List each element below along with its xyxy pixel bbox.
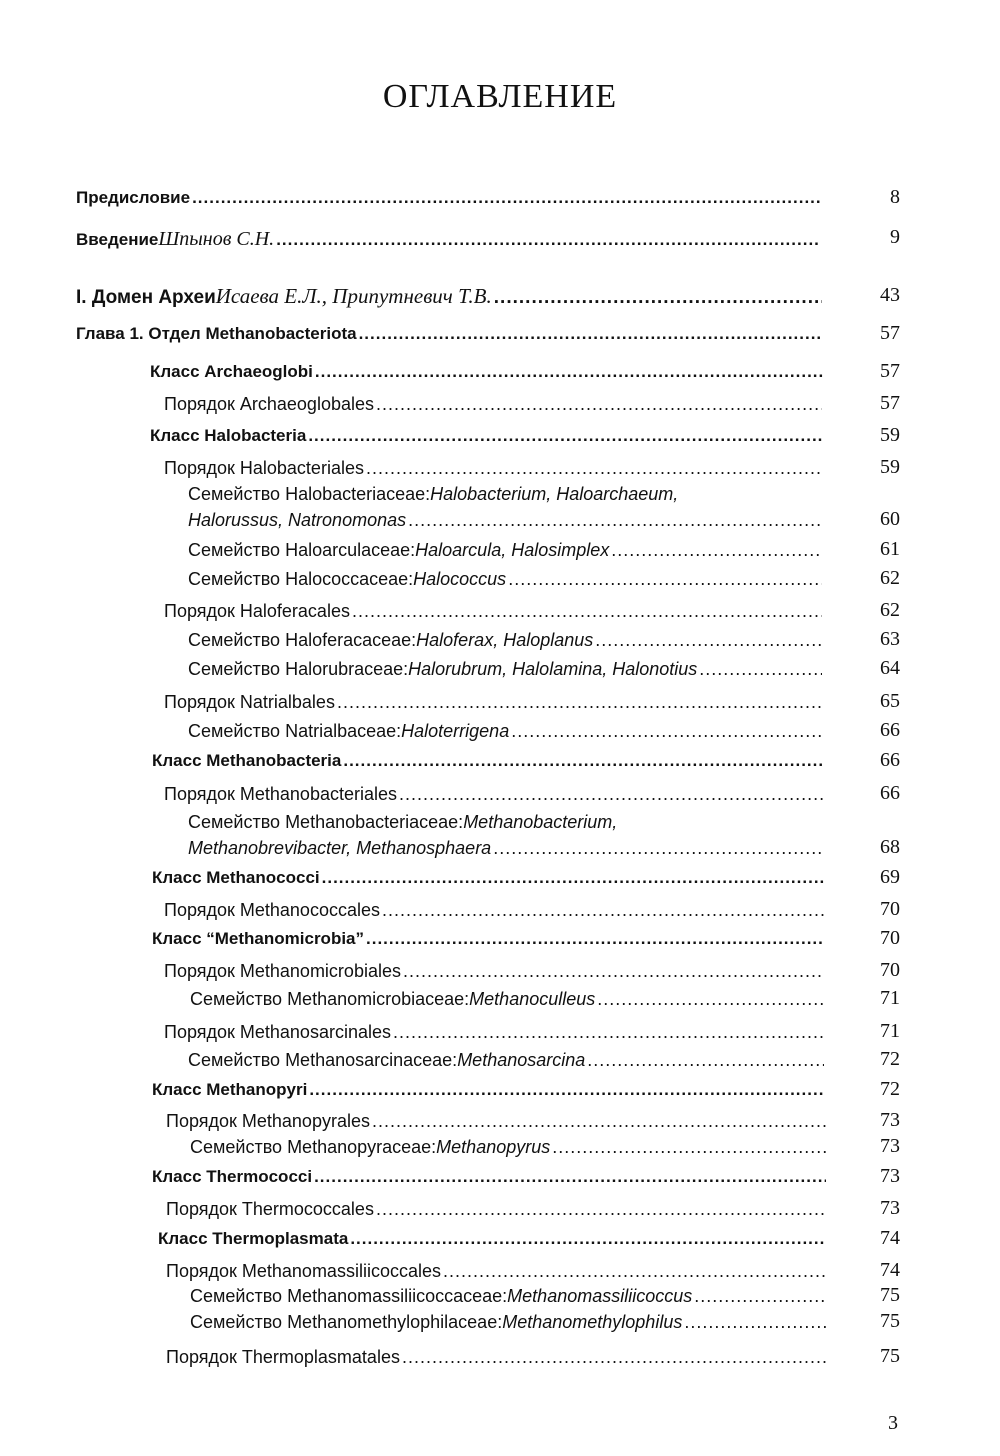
toc-entry-class[interactable]: Класс Methanococci ..... — [152, 868, 824, 892]
page-number: 61 — [880, 538, 900, 560]
toc-entry-class[interactable]: Класс “Methanomicrobia” ..... — [152, 929, 824, 953]
toc-entry-domain-archaea[interactable]: I. Домен Археи Исаева Е.Л., Припутневич Т.В. ..... — [76, 284, 822, 308]
page-number: 62 — [880, 599, 900, 621]
toc-entry-order[interactable]: Порядок Methanopyrales ..... — [166, 1111, 826, 1135]
toc-entry-class[interactable]: Класс Thermoplasmata ..... — [158, 1229, 826, 1253]
toc-entry-order[interactable]: Порядок Methanosarcinales ..... — [164, 1022, 824, 1046]
toc-entry-order[interactable]: Порядок Methanobacteriales ..... — [164, 784, 824, 808]
toc-entry-order[interactable]: Порядок Thermoplasmatales ..... — [166, 1347, 826, 1371]
page-number: 9 — [890, 226, 900, 248]
toc-entry-family[interactable]: Семейство Methanosarcinaceae: Methanosarcina ..... — [188, 1050, 824, 1074]
page-number: 71 — [880, 1020, 900, 1042]
page-number: 71 — [880, 987, 900, 1009]
toc-entry-class[interactable]: Класс Methanobacteria ..... — [152, 751, 822, 775]
toc-entry-order[interactable]: Порядок Natrialbales ..... — [164, 692, 822, 716]
toc-entry-order[interactable]: Порядок Halobacteriales ..... — [164, 458, 822, 482]
page-number: 62 — [880, 567, 900, 589]
page-folio: 3 — [888, 1412, 898, 1434]
toc-entry-family[interactable]: Семейство Methanomicrobiaceae: Methanoculleus ..... — [190, 989, 824, 1013]
page-number: 64 — [880, 657, 900, 679]
page-number: 8 — [890, 186, 900, 208]
page-number: 57 — [880, 392, 900, 414]
page-number: 66 — [880, 782, 900, 804]
toc-entry-order[interactable]: Порядок Methanomassiliicoccales ..... — [166, 1261, 826, 1285]
page-number: 57 — [880, 322, 900, 344]
page-number: 70 — [880, 959, 900, 981]
page-number: 65 — [880, 690, 900, 712]
page-number: 72 — [880, 1078, 900, 1100]
toc-entry-family-continued[interactable]: Halorussus, Natronomonas ..... — [188, 510, 822, 534]
page-number: 69 — [880, 866, 900, 888]
page-title: ОГЛАВЛЕНИЕ — [382, 78, 618, 115]
toc-entry-order[interactable]: Порядок Methanococcales ..... — [164, 900, 824, 924]
page-number: 60 — [880, 508, 900, 530]
toc-entry-family[interactable]: Семейство Halorubraceae: Halorubrum, Halolamina, Halonotius ..... — [188, 659, 822, 683]
toc-entry-family[interactable]: Семейство Halococcaceae: Halococcus ..... — [188, 569, 822, 593]
toc-entry-class[interactable]: Класс Methanopyri ..... — [152, 1080, 824, 1104]
page-number: 75 — [880, 1345, 900, 1367]
page-number: 73 — [880, 1109, 900, 1131]
page-number: 75 — [880, 1284, 900, 1306]
toc-entry-family[interactable]: Семейство Natrialbaceae: Haloterrigena ..... — [188, 721, 822, 745]
page-number: 43 — [880, 284, 900, 306]
toc-entry-family[interactable]: Семейство Methanomethylophilaceae: Methanomethylophilus ..... — [190, 1312, 826, 1336]
toc-entry-family[interactable]: Семейство Halobacteriaceae: Halobacterium, Haloarchaeum, — [188, 484, 679, 504]
toc-entry-chapter-1[interactable]: Глава 1. Отдел Methanobacteriota ..... — [76, 324, 822, 348]
toc-entry-preface[interactable]: Предисловие ..... — [76, 188, 820, 212]
page-number: 68 — [880, 836, 900, 858]
page-number: 66 — [880, 719, 900, 741]
page-number: 59 — [880, 456, 900, 478]
toc-entry-family[interactable]: Семейство Methanomassiliicoccaceae: Methanomassiliicoccus ..... — [190, 1286, 826, 1310]
toc-entry-class[interactable]: Класс Archaeoglobi ..... — [150, 362, 824, 386]
page-number: 73 — [880, 1165, 900, 1187]
toc-entry-family[interactable]: Семейство Methanobacteriaceae: Methanobacterium, — [188, 812, 618, 832]
page-number: 72 — [880, 1048, 900, 1070]
toc-entry-family-continued[interactable]: Methanobrevibacter, Methanosphaera ..... — [188, 838, 824, 862]
page-number: 73 — [880, 1135, 900, 1157]
toc-entry-family[interactable]: Семейство Methanopyraceae: Methanopyrus ..... — [190, 1137, 826, 1161]
toc-entry-family[interactable]: Семейство Haloarculaceae: Haloarcula, Halosimplex ..... — [188, 540, 822, 564]
toc-entry-family[interactable]: Семейство Haloferacaceae: Haloferax, Haloplanus ..... — [188, 630, 822, 654]
toc-entry-class[interactable]: Класс Thermococci ..... — [152, 1167, 826, 1191]
toc-entry-order[interactable]: Порядок Methanomicrobiales ..... — [164, 961, 824, 985]
page-number: 74 — [880, 1227, 900, 1249]
toc-entry-introduction[interactable]: Введение Шпынов С.Н. ..... — [76, 228, 820, 252]
page-number: 70 — [880, 898, 900, 920]
page-number: 70 — [880, 927, 900, 949]
page-number: 66 — [880, 749, 900, 771]
page-number: 75 — [880, 1310, 900, 1332]
page-number: 74 — [880, 1259, 900, 1281]
page-number: 59 — [880, 424, 900, 446]
toc-entry-order[interactable]: Порядок Archaeoglobales ..... — [164, 394, 822, 418]
toc-entry-class[interactable]: Класс Halobacteria ..... — [150, 426, 824, 450]
toc-entry-order[interactable]: Порядок Haloferacales ..... — [164, 601, 822, 625]
page-number: 63 — [880, 628, 900, 650]
page-number: 73 — [880, 1197, 900, 1219]
page-number: 57 — [880, 360, 900, 382]
toc-entry-order[interactable]: Порядок Thermococcales ..... — [166, 1199, 826, 1223]
